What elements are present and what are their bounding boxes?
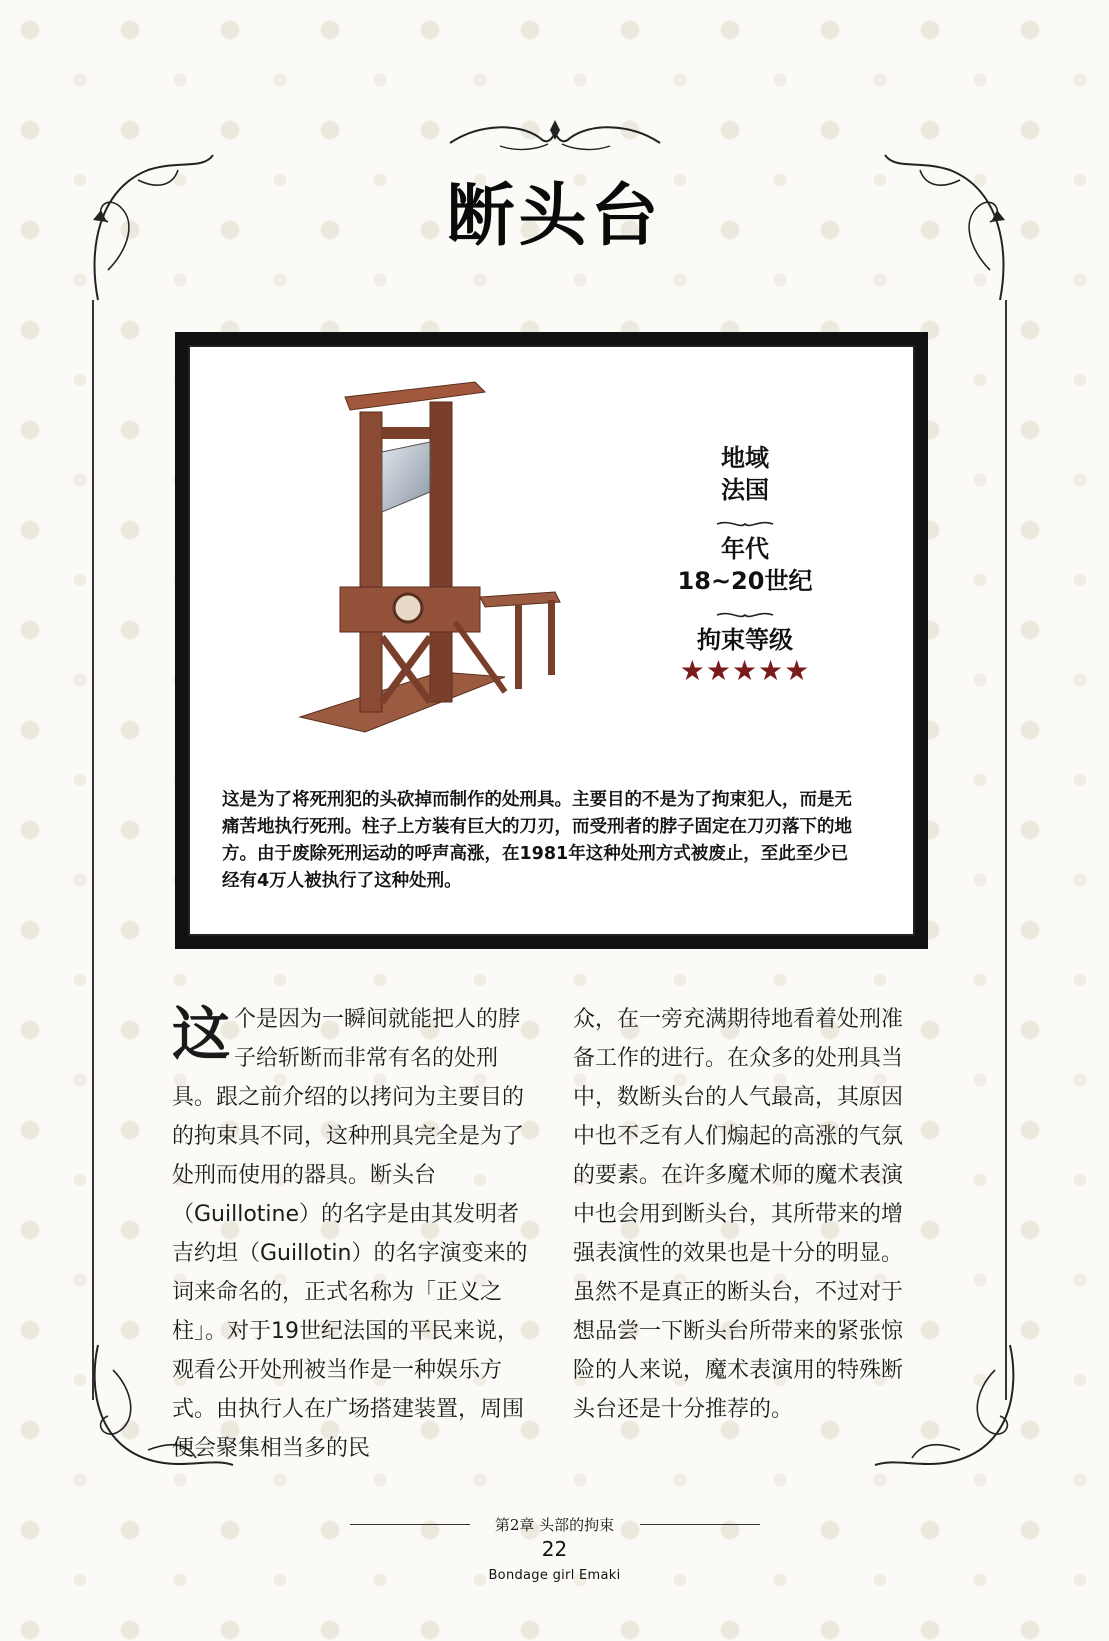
book-title: Bondage girl Emaki	[488, 1568, 621, 1583]
restraint-spec	[660, 610, 830, 686]
restraint-label: 拘束等级	[697, 626, 793, 654]
frame-left-line	[92, 300, 94, 1400]
era-label: 年代	[721, 535, 769, 563]
info-box	[175, 332, 928, 949]
page-title: 断头台	[446, 177, 663, 256]
info-box-inner	[188, 345, 915, 936]
restraint-stars: ★★★★★	[679, 654, 811, 687]
divider-flourish	[715, 519, 775, 529]
divider-flourish	[715, 610, 775, 620]
body-column-2-text: 众，在一旁充满期待地看着处刑准备工作的进行。在众多的处刑具当中，数断头台的人气最高，其原因中也不乏有人们煽起的高涨的气氛的要素。在许多魔术师的魔术表演中也会用到断头台，其所带来的增强表演性的效果也是十分的明显。虽然不是真正的断头台，不过对于想品尝一下断头台所带来的紧张惊险的人来说，魔术表演用的特殊断头台还是十分推荐的。	[573, 1007, 904, 1422]
info-caption: 这是为了将死刑犯的头砍掉而制作的处刑具。主要目的不是为了拘束犯人，而是无痛苦地执行死刑。柱子上方装有巨大的刀刃，而受刑者的脖子固定在刀刃落下的地方。由于废除死刑运动的呼声高涨，在1981年这种处刑方式被废止，至此至少已经有4万人被执行了这种处刑。	[222, 790, 852, 891]
frame-right-line	[1005, 300, 1007, 1400]
region-label: 地域	[721, 444, 769, 472]
body-column-1-text: 个是因为一瞬间就能把人的脖子给斩断而非常有名的处刑具。跟之前介绍的以拷问为主要目的的拘束具不同，这种刑具完全是为了处刑而使用的器具。断头台（Guillotine）的名字是由其发明者吉约坦（Guillotin）的名字演变来的词来命名的，正式名称为「正义之柱」。对于19世纪法国的平民来说，观看公开处刑被当作是一种娱乐方式。由执行人在广场搭建装置，周围便会聚集相当多的民	[172, 1007, 528, 1461]
guillotine-illustration	[290, 372, 580, 762]
title-flourish	[440, 118, 670, 158]
page-number: 22	[541, 1537, 568, 1561]
body-column-1	[172, 1000, 532, 1468]
region-spec	[660, 442, 830, 506]
body-column-2	[573, 1000, 918, 1429]
region-value: 法国	[721, 476, 769, 504]
era-spec	[660, 519, 830, 597]
footer-chapter: 第2章 头部的拘束	[494, 1516, 615, 1534]
drop-cap: 这	[172, 1000, 231, 1068]
era-value: 18~20世纪	[677, 567, 813, 595]
